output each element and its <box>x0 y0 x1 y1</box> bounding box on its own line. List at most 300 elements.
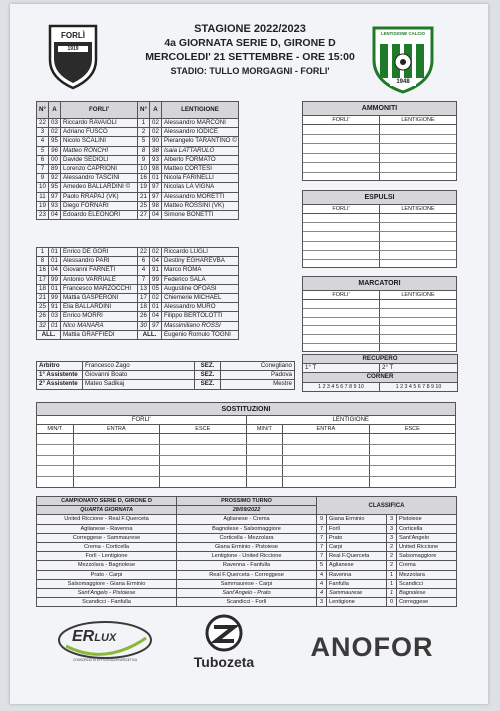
lineup-row <box>37 128 239 137</box>
results-table <box>36 496 177 607</box>
result-row <box>37 598 177 607</box>
fixture-row <box>177 588 317 597</box>
home-birth-year: 01 <box>49 321 61 330</box>
result-row <box>37 524 177 533</box>
blank-cell <box>303 344 380 352</box>
corner-home-counts: 1 2 3 4 5 6 7 8 9 10 <box>303 382 380 391</box>
next-pairing: Sant'Angelo - Prato <box>177 588 317 597</box>
lineup-row <box>37 137 239 146</box>
away-player: Alessandro MURO <box>162 303 239 312</box>
blank-cell <box>380 135 456 144</box>
blank-cell <box>380 300 456 308</box>
match-pairing: Correggese - Sammaurese <box>37 533 177 542</box>
home-birth-year: 04 <box>49 210 61 219</box>
away-player: Alessandro MARCONI <box>162 119 239 128</box>
home-shirt-number: 4 <box>37 137 49 146</box>
home-shirt-number: 8 <box>37 257 49 266</box>
results-title: CAMPIONATO SERIE D, GIRONE D <box>37 497 177 506</box>
home-player: Mattia GASPERONI <box>61 293 138 302</box>
ammoniti-grid <box>303 125 456 181</box>
bench-row <box>37 266 239 275</box>
result-row <box>37 542 177 551</box>
sostituzioni-column-header: MIN/T <box>37 425 74 433</box>
sostituzioni-title: SOSTITUZIONI <box>37 403 455 416</box>
home-shirt-number: 23 <box>37 210 49 219</box>
standings-table <box>316 496 457 607</box>
recupero-table <box>302 354 458 392</box>
blank-row <box>303 222 456 231</box>
official-section-label: SEZ. <box>195 371 221 380</box>
away-shirt-number: 13 <box>138 284 150 293</box>
bench-row <box>37 284 239 293</box>
match-pairing: Sant'Angelo - Pistoiese <box>37 588 177 597</box>
blank-cell <box>247 456 284 466</box>
standings-points: 1 <box>387 570 397 579</box>
home-shirt-number: 22 <box>37 119 49 128</box>
official-section: Padova <box>221 371 295 380</box>
blank-row <box>303 300 456 308</box>
blank-cell <box>303 326 380 334</box>
blank-cell <box>303 251 380 259</box>
round-title: 4a GIORNATA SERIE D, GIRONE D <box>164 37 336 49</box>
blank-cell <box>247 477 284 487</box>
standings-row <box>317 588 457 597</box>
home-player: Antonio VARRIALE <box>61 275 138 284</box>
blank-cell <box>37 466 74 476</box>
next-round-title: PROSSIMO TURNO <box>177 497 317 506</box>
away-shirt-number: 19 <box>138 183 150 192</box>
home-player: Enrico MORRI <box>61 312 138 321</box>
blank-cell <box>380 260 456 268</box>
home-birth-year: 03 <box>49 119 61 128</box>
standings-points: 0 <box>387 598 397 607</box>
sponsor-erlux-lux: LUX <box>94 632 117 644</box>
standings-points: 3 <box>387 524 397 533</box>
standings-points: 1 <box>387 588 397 597</box>
bench-row <box>37 257 239 266</box>
official-section: Conegliano <box>221 362 295 371</box>
standings-team: Salsomaggiore <box>397 552 457 561</box>
standings-points: 4 <box>317 579 327 588</box>
home-player: Francesco MARZOCCHI <box>61 284 138 293</box>
standings-row <box>317 552 457 561</box>
standings-team: Mezzolara <box>397 570 457 579</box>
blank-row <box>303 308 456 317</box>
home-birth-year: 91 <box>49 303 61 312</box>
result-row <box>37 570 177 579</box>
home-shirt-number: 5 <box>37 146 49 155</box>
standings-team: Sammaurese <box>327 588 387 597</box>
next-pairing: Bagnolese - Salsomaggiore <box>177 524 317 533</box>
blank-row <box>303 241 456 250</box>
away-birth-year: 01 <box>150 174 162 183</box>
match-sheet <box>10 4 488 704</box>
home-birth-year: 99 <box>49 293 61 302</box>
date-time: MERCOLEDI' 21 SETTEMBRE - ORE 15:00 <box>145 51 355 63</box>
home-birth-year: 02 <box>49 128 61 137</box>
col-number-home: N° <box>37 102 49 119</box>
blank-cell <box>370 466 455 476</box>
recupero-first-half: 1° T <box>303 364 380 373</box>
sostituzioni-grid <box>37 434 455 487</box>
sponsor-anofor: ANOFOR <box>310 632 434 662</box>
fixture-row <box>177 570 317 579</box>
marcatori-home: FORLI' <box>303 291 380 299</box>
away-shirt-number: 8 <box>138 146 150 155</box>
espulsi-away: LENTIGIONE <box>401 206 435 212</box>
result-row <box>37 515 177 524</box>
official-row <box>37 362 295 371</box>
standings-points: 2 <box>387 542 397 551</box>
next-pairing: Ravenna - Fanfulla <box>177 561 317 570</box>
home-birth-year: 03 <box>49 312 61 321</box>
blank-cell <box>160 466 246 476</box>
blank-cell <box>303 335 380 343</box>
away-birth-year: 01 <box>150 303 162 312</box>
marcatori-box <box>302 276 457 352</box>
home-player: Alessandro PARI <box>61 257 138 266</box>
blank-cell <box>37 477 74 487</box>
blank-row <box>303 143 456 153</box>
blank-cell <box>380 125 456 134</box>
official-name: Giovanni Boato <box>83 371 195 380</box>
sponsor-erlux-subtitle: CONSORZIO DI EFFICIENZA ENERGETICA <box>72 658 138 662</box>
sostituzioni-row <box>37 455 455 466</box>
away-player: Alberto FORMATO <box>162 155 239 164</box>
result-row <box>37 579 177 588</box>
away-player: Filippo BERTOLOTTI <box>162 312 239 321</box>
bench-row <box>37 293 239 302</box>
standings-points: 5 <box>317 561 327 570</box>
marcatori-away: LENTIGIONE <box>401 292 435 298</box>
home-birth-year: 00 <box>49 155 61 164</box>
sostituzioni-column-header: ENTRA <box>74 425 160 433</box>
fixture-row <box>177 524 317 533</box>
recupero-title: RECUPERO <box>303 355 458 364</box>
home-player: Giovanni FARNETI <box>61 266 138 275</box>
ammoniti-away: LENTIGIONE <box>401 117 435 123</box>
blank-cell <box>303 242 380 250</box>
blank-cell <box>303 163 380 172</box>
recupero-second-half: 2° T <box>380 364 458 373</box>
col-year-away: A <box>150 102 162 119</box>
col-team-home: FORLI' <box>61 102 138 119</box>
away-birth-year: 02 <box>150 128 162 137</box>
sponsor-erlux-name <box>72 628 116 646</box>
away-birth-year: 04 <box>150 312 162 321</box>
sostituzioni-box <box>36 402 456 488</box>
official-row <box>37 380 295 389</box>
col-number-away: N° <box>138 102 150 119</box>
official-name: Mateo Sadikaj <box>83 380 195 389</box>
sostituzioni-column-header: MIN/T <box>247 425 284 433</box>
official-role: 2° Assistente <box>37 380 83 389</box>
blank-cell <box>160 456 246 466</box>
blank-row <box>303 134 456 144</box>
away-player: Federico SALA <box>162 275 239 284</box>
standings-team: Carpi <box>327 542 387 551</box>
lineup-row <box>37 146 239 155</box>
blank-cell <box>380 335 456 343</box>
away-birth-year: 98 <box>150 164 162 173</box>
sostituzioni-column-header: ESCE <box>404 426 420 432</box>
home-shirt-number: 1 <box>37 248 49 257</box>
away-player: Pierangelo TARANTINO © <box>162 137 239 146</box>
forli-logo-name: FORLÌ <box>61 31 85 40</box>
fixture-row <box>177 561 317 570</box>
home-shirt-number: 16 <box>37 266 49 275</box>
blank-cell <box>283 466 369 476</box>
away-player: Massimiliano ROSSI <box>162 321 239 330</box>
next-round-date: 28/09/2022 <box>177 506 317 515</box>
away-birth-year: 02 <box>150 248 162 257</box>
away-birth-year: 97 <box>150 183 162 192</box>
home-birth-year: 97 <box>49 192 61 201</box>
home-player: Enrico DE GORI <box>61 248 138 257</box>
match-pairing: Aglianese - Ravenna <box>37 524 177 533</box>
home-shirt-number: 3 <box>37 128 49 137</box>
bench-row <box>37 248 239 257</box>
lineup-bench-table <box>36 247 239 340</box>
blank-cell <box>380 242 456 250</box>
away-birth-year: 02 <box>150 293 162 302</box>
blank-cell <box>303 154 380 163</box>
fixture-row <box>177 515 317 524</box>
lineup-starters-table <box>36 101 239 220</box>
sponsor-erlux <box>56 616 154 668</box>
home-shirt-number: 25 <box>37 303 49 312</box>
lineup-row <box>37 119 239 128</box>
standings-points: 9 <box>317 515 327 524</box>
blank-cell <box>380 318 456 326</box>
sponsor-tubozeta-name: Tubozeta <box>193 654 255 670</box>
standings-points: 7 <box>317 552 327 561</box>
corner-away-counts: 1 2 3 4 5 6 7 8 9 10 <box>380 382 458 391</box>
result-row <box>37 588 177 597</box>
next-pairing: Giana Erminio - Pistoiese <box>177 542 317 551</box>
home-shirt-number: 10 <box>37 183 49 192</box>
sostituzioni-row <box>37 444 455 455</box>
blank-cell <box>303 214 380 222</box>
home-player: Nico MANARA <box>61 321 138 330</box>
away-shirt-number: 6 <box>138 257 150 266</box>
sostituzioni-row <box>37 465 455 476</box>
blank-cell <box>283 445 369 455</box>
next-pairing: Aglianese - Crema <box>177 515 317 524</box>
blank-cell <box>74 445 160 455</box>
match-header <box>120 22 380 78</box>
next-round-table <box>176 496 317 607</box>
coach-home-label: ALL. <box>37 330 61 339</box>
match-pairing: Forlì - Lentigione <box>37 552 177 561</box>
blank-cell <box>380 251 456 259</box>
blank-cell <box>160 434 246 444</box>
away-birth-year: 98 <box>150 146 162 155</box>
standings-row <box>317 579 457 588</box>
standings-points: 3 <box>387 533 397 542</box>
match-pairing: Prato - Carpi <box>37 570 177 579</box>
blank-row <box>303 231 456 240</box>
blank-cell <box>380 344 456 352</box>
away-shirt-number: 17 <box>138 293 150 302</box>
home-birth-year: 01 <box>49 248 61 257</box>
home-shirt-number: 17 <box>37 275 49 284</box>
home-player: Amedeo BALLARDINI © <box>61 183 138 192</box>
away-birth-year: 90 <box>150 137 162 146</box>
home-shirt-number: 32 <box>37 321 49 330</box>
blank-cell <box>380 214 456 222</box>
blank-row <box>303 153 456 163</box>
officials-table <box>36 361 295 390</box>
sostituzioni-row <box>37 434 455 444</box>
fixture-row <box>177 533 317 542</box>
sostituzioni-away: LENTIGIONE <box>332 417 369 423</box>
sostituzioni-home: FORLI' <box>37 416 247 424</box>
blank-row <box>303 162 456 172</box>
home-player: Elia BALLARDINI <box>61 303 138 312</box>
coach-home: Mattia GRAFFIEDI <box>61 330 138 339</box>
away-shirt-number: 21 <box>138 192 150 201</box>
fixture-row <box>177 552 317 561</box>
standings-team: Correggese <box>397 598 457 607</box>
blank-cell <box>303 300 380 308</box>
standings-title: CLASSIFICA <box>317 497 457 515</box>
blank-cell <box>380 144 456 153</box>
blank-cell <box>380 154 456 163</box>
ammoniti-box <box>302 101 457 181</box>
standings-team: United Riccione <box>397 542 457 551</box>
away-shirt-number: 2 <box>138 128 150 137</box>
col-team-away: LENTIGIONE <box>162 102 239 119</box>
blank-cell <box>380 326 456 334</box>
standings-points: 1 <box>387 579 397 588</box>
corner-title: CORNER <box>303 373 458 382</box>
away-birth-year: 05 <box>150 284 162 293</box>
standings-team: Real F.Querceta <box>327 552 387 561</box>
next-pairing: Scandicci - Forlì <box>177 598 317 607</box>
lineup-row <box>37 174 239 183</box>
away-birth-year: 02 <box>150 119 162 128</box>
coach-away: Eugenio Romulo TOGNI <box>162 330 239 339</box>
away-birth-year: 97 <box>150 192 162 201</box>
standings-points: 7 <box>317 533 327 542</box>
standings-points: 7 <box>317 524 327 533</box>
standings-team: Scandicci <box>397 579 457 588</box>
away-birth-year: 91 <box>150 266 162 275</box>
match-pairing: Salsomaggiore - Giana Erminio <box>37 579 177 588</box>
lineup-row <box>37 164 239 173</box>
standings-team: Sant'Angelo <box>397 533 457 542</box>
away-shirt-number: 9 <box>138 155 150 164</box>
tubozeta-emblem-icon <box>204 614 244 652</box>
standings-points: 2 <box>387 552 397 561</box>
match-pairing: United Riccione - Real F.Querceta <box>37 515 177 524</box>
blank-cell <box>37 445 74 455</box>
ammoniti-home: FORLI' <box>303 116 380 124</box>
home-shirt-number: 18 <box>37 284 49 293</box>
home-shirt-number: 21 <box>37 293 49 302</box>
away-shirt-number: 16 <box>138 174 150 183</box>
bench-row <box>37 321 239 330</box>
espulsi-title: ESPULSI <box>303 191 456 205</box>
away-shirt-number: 7 <box>138 275 150 284</box>
coach-away-label: ALL. <box>138 330 162 339</box>
blank-row <box>303 172 456 182</box>
lineup-row <box>37 155 239 164</box>
blank-row <box>303 250 456 259</box>
away-player: Chiemerie MICHAEL <box>162 293 239 302</box>
blank-cell <box>74 477 160 487</box>
official-row <box>37 371 295 380</box>
blank-cell <box>370 445 455 455</box>
blank-cell <box>37 434 74 444</box>
blank-cell <box>247 445 284 455</box>
home-shirt-number: 19 <box>37 201 49 210</box>
away-shirt-number: 22 <box>138 248 150 257</box>
blank-cell <box>303 318 380 326</box>
standings-points: 3 <box>317 598 327 607</box>
blank-cell <box>74 466 160 476</box>
blank-cell <box>380 223 456 231</box>
blank-cell <box>303 260 380 268</box>
standings-row <box>317 598 457 607</box>
home-birth-year: 95 <box>49 183 61 192</box>
blank-cell <box>380 173 456 182</box>
home-player: Diego FORNARI <box>61 201 138 210</box>
lineup-row <box>37 210 239 219</box>
blank-cell <box>74 434 160 444</box>
home-birth-year: 92 <box>49 174 61 183</box>
blank-cell <box>247 466 284 476</box>
marcatori-title: MARCATORI <box>303 277 456 291</box>
lentigione-logo-name: LENTIGIONE CALCIO <box>381 31 425 36</box>
result-row <box>37 533 177 542</box>
home-player: Paolo RRAPAJ (VK) <box>61 192 138 201</box>
blank-row <box>303 334 456 343</box>
standings-points: 7 <box>317 542 327 551</box>
official-name: Francesco Zago <box>83 362 195 371</box>
blank-cell <box>380 163 456 172</box>
standings-team: Crema <box>397 561 457 570</box>
standings-team: Ravenna <box>327 570 387 579</box>
blank-cell <box>74 456 160 466</box>
ammoniti-title: AMMONITI <box>303 102 456 116</box>
home-player: Matteo RONCHI <box>61 146 138 155</box>
standings-team: Forlì <box>327 524 387 533</box>
home-shirt-number: 26 <box>37 312 49 321</box>
espulsi-home: FORLI' <box>303 205 380 213</box>
blank-cell <box>303 223 380 231</box>
standings-team: Aglianese <box>327 561 387 570</box>
match-pairing: Mezzolara - Bagnolese <box>37 561 177 570</box>
standings-row <box>317 515 457 524</box>
away-player: Alessandro IODICE <box>162 128 239 137</box>
blank-cell <box>370 434 455 444</box>
home-player: Nicolo SCALINI <box>61 137 138 146</box>
blank-cell <box>37 456 74 466</box>
home-birth-year: 04 <box>49 266 61 275</box>
blank-row <box>303 343 456 352</box>
standings-team: Bagnolese <box>397 588 457 597</box>
results-subtitle: QUARTA GIORNATA <box>37 506 177 515</box>
official-role: 1° Assistente <box>37 371 83 380</box>
home-player: Davide SEDIOLI <box>61 155 138 164</box>
blank-row <box>303 214 456 222</box>
blank-cell <box>370 456 455 466</box>
home-player: Riccardo RAVAIOLI <box>61 119 138 128</box>
home-birth-year: 01 <box>49 257 61 266</box>
away-shirt-number: 4 <box>138 266 150 275</box>
